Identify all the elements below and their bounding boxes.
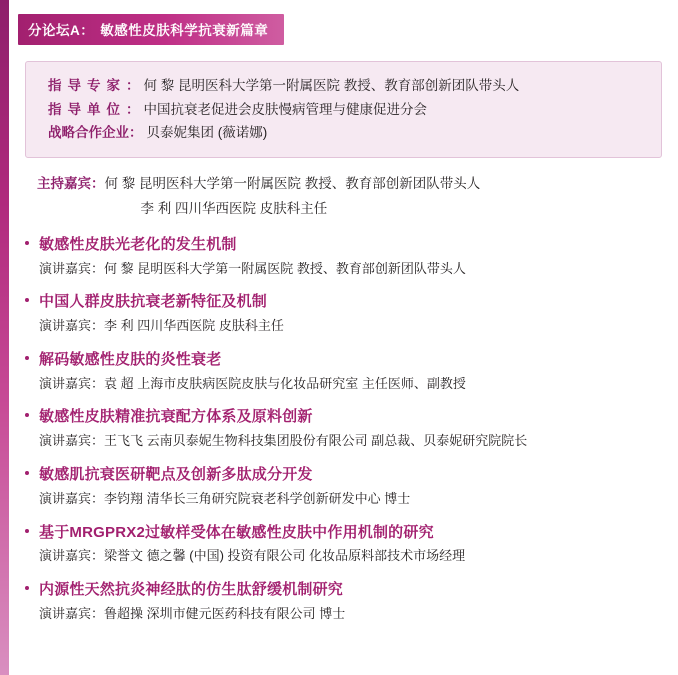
talk-title: 中国人群皮肤抗衰老新特征及机制 — [39, 293, 268, 311]
info-row-partner — [48, 121, 645, 145]
left-accent-bar — [0, 0, 9, 675]
talk-speaker-label: 演讲嘉宾： — [39, 260, 105, 276]
talk-speaker-label: 演讲嘉宾： — [39, 605, 105, 621]
talk-item — [25, 579, 662, 625]
talk-speaker-name: 鲁超操 深圳市健元医药科技有限公司 博士 — [104, 605, 346, 621]
talk-speaker-name: 何 黎 昆明医科大学第一附属医院 教授、教育部创新团队带头人 — [104, 260, 466, 276]
talk-item — [25, 464, 662, 510]
talk-item — [25, 349, 662, 395]
talk-title: 敏感性皮肤光老化的发生机制 — [39, 235, 237, 253]
bullet-icon — [25, 413, 29, 417]
info-row-organization — [48, 98, 645, 122]
talk-title: 基于MRGPRX2过敏样受体在敏感性皮肤中作用机制的研究 — [39, 523, 434, 541]
bullet-icon — [25, 241, 29, 245]
session-ribbon — [18, 14, 284, 45]
bullet-icon — [25, 471, 29, 475]
talk-title: 敏感性皮肤精准抗衰配方体系及原料创新 — [39, 408, 313, 426]
info-colon-advisor: ： — [126, 78, 140, 93]
info-value-advisor: 何 黎 昆明医科大学第一附属医院 教授、教育部创新团队带头人 — [143, 78, 520, 93]
bullet-icon — [25, 529, 29, 533]
host-name-line-1: 何 黎 昆明医科大学第一附属医院 教授、教育部创新团队带头人 — [104, 175, 481, 191]
info-label-partner: 战略合作企业 — [48, 125, 129, 141]
host-label: 主持嘉宾： — [37, 175, 105, 191]
talk-speaker-name: 梁誉文 德之馨 (中国) 投资有限公司 化妆品原料部技术市场经理 — [104, 548, 466, 564]
talk-speaker — [39, 489, 662, 510]
host-row — [37, 172, 662, 222]
talk-speaker — [39, 431, 662, 452]
bullet-icon — [25, 356, 29, 360]
talk-speaker-label: 演讲嘉宾： — [39, 548, 105, 564]
talk-title: 内源性天然抗炎神经肽的仿生肽舒缓机制研究 — [39, 581, 344, 599]
talk-speaker-name: 袁 超 上海市皮肤病医院皮肤与化妆品研究室 主任医师、副教授 — [104, 375, 466, 391]
talk-speaker-label: 演讲嘉宾： — [39, 490, 105, 506]
info-label-organization: 指导单位 — [48, 101, 126, 117]
talk-title: 敏感肌抗衰医研靶点及创新多肽成分开发 — [39, 466, 313, 483]
info-value-partner: 贝泰妮集团 (薇诺娜) — [146, 125, 268, 141]
session-title: 敏感性皮肤科学抗衰新篇章 — [100, 23, 269, 38]
talk-item — [25, 522, 662, 568]
info-label-advisor: 指导专家 — [48, 78, 126, 93]
talk-speaker — [39, 316, 662, 337]
info-panel — [25, 61, 662, 158]
talk-item — [25, 291, 662, 337]
talk-item — [25, 406, 662, 452]
info-row-advisor — [48, 74, 645, 98]
talk-title: 解码敏感性皮肤的炎性衰老 — [39, 350, 222, 368]
talk-speaker-label: 演讲嘉宾： — [39, 318, 105, 334]
info-value-organization: 中国抗衰老促进会皮肤慢病管理与健康促进分会 — [143, 101, 427, 117]
bullet-icon — [25, 298, 29, 302]
session-prefix: 分论坛A： — [28, 23, 95, 38]
info-colon-organization: ： — [126, 101, 140, 117]
talk-speaker-label: 演讲嘉宾： — [39, 433, 105, 449]
bullet-icon — [25, 586, 29, 590]
talk-speaker — [39, 374, 662, 395]
host-name-line-2: 李 利 四川华西医院 皮肤科主任 — [140, 200, 328, 216]
talk-speaker — [39, 546, 662, 567]
talk-speaker-name: 李钧翔 清华长三角研究院衰老科学创新研发中心 博士 — [104, 490, 411, 506]
host-block — [37, 172, 662, 222]
host-names — [105, 172, 663, 222]
talk-list — [25, 234, 662, 625]
talk-item — [25, 234, 662, 280]
talk-speaker — [39, 259, 662, 280]
talk-speaker-label: 演讲嘉宾： — [39, 375, 105, 391]
info-colon-partner: ： — [129, 125, 143, 141]
talk-speaker-name: 王飞飞 云南贝泰妮生物科技集团股份有限公司 副总裁、贝泰妮研究院院长 — [104, 433, 528, 449]
talk-speaker — [39, 604, 662, 625]
talk-speaker-name: 李 利 四川华西医院 皮肤科主任 — [104, 318, 284, 334]
session-program-page — [9, 0, 678, 675]
